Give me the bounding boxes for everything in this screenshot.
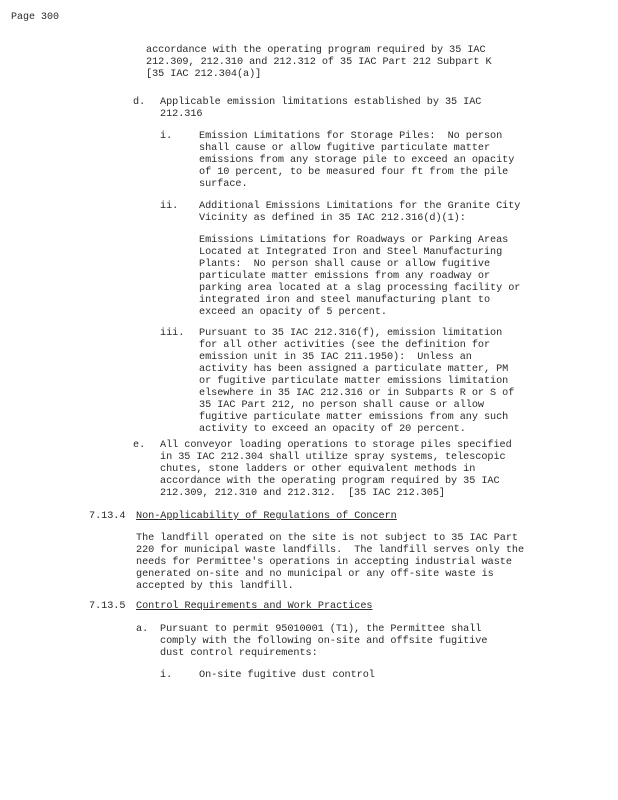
item-d-i-line: shall cause or allow fugitive particulate matter	[199, 143, 491, 154]
item-e-line: chutes, stone ladders or other equivalent methods in	[160, 464, 476, 475]
item-d-line: 212.316	[160, 109, 203, 120]
item-d-iii-line: for all other activities (see the definition for	[199, 340, 491, 351]
item-d-i-line: emissions from any storage pile to exceed an opacity	[199, 155, 515, 166]
item-d-iii-line: emission unit in 35 IAC 211.1950): Unless an	[199, 352, 472, 363]
item-e-line: accordance with the operating program required by 35 IAC	[160, 476, 500, 487]
item-d-iii-line: or fugitive particulate matter emissions limitation	[199, 376, 509, 387]
item-d-i-line: Emission Limitations for Storage Piles: No person	[199, 131, 503, 142]
section-number: 7.13.5	[89, 601, 126, 612]
item-d-ii-para-line: Emissions Limitations for Roadways or Parking Areas	[199, 235, 509, 246]
item-a-line: comply with the following on-site and offsite fugitive	[160, 636, 488, 647]
list-marker-d: d.	[133, 97, 146, 108]
item-d-line: Applicable emission limitations established by 35 IAC	[160, 97, 482, 108]
item-d-iii-line: activity to exceed an opacity of 20 percent.	[199, 424, 466, 435]
item-e-line: 212.309, 212.310 and 212.312. [35 IAC 212.305]	[160, 488, 445, 499]
item-d-iii-line: fugitive particulate matter emissions from any such	[199, 412, 509, 423]
item-d-iii-line: elsewhere in 35 IAC 212.316 or in Subparts R or S of	[199, 388, 515, 399]
item-d-ii-para-line: integrated iron and steel manufacturing plant to	[199, 295, 491, 306]
item-d-ii-para-line: parking area located at a slag processing facility or	[199, 283, 521, 294]
item-d-i-line: surface.	[199, 179, 248, 190]
item-e-line: All conveyor loading operations to storage piles specified	[160, 440, 512, 451]
list-marker-a: a.	[136, 624, 149, 635]
list-marker-d-i: i.	[160, 131, 173, 142]
item-a-line: Pursuant to permit 95010001 (T1), the Permittee shall	[160, 624, 482, 635]
item-d-iii-line: Pursuant to 35 IAC 212.316(f), emission limitation	[199, 328, 503, 339]
item-d-ii-para-line: Plants: No person shall cause or allow fugitive	[199, 259, 491, 270]
item-a-line: dust control requirements:	[160, 648, 318, 659]
item-e-line: in 35 IAC 212.304 shall utilize spray systems, telescopic	[160, 452, 506, 463]
section-body-line: generated on-site and no municipal or any off-site waste is	[136, 569, 494, 580]
section-body-line: 220 for municipal waste landfills. The landfill serves only the	[136, 545, 525, 556]
section-body-line: accepted by this landfill.	[136, 581, 294, 592]
section-heading: Non-Applicability of Regulations of Concern	[136, 511, 397, 522]
item-d-ii-para-line: exceed an opacity of 5 percent.	[199, 307, 387, 318]
item-d-ii-para-line: particulate matter emissions from any roadway or	[199, 271, 491, 282]
list-marker-a-i: i.	[160, 670, 173, 681]
section-body-line: The landfill operated on the site is not subject to 35 IAC Part	[136, 533, 519, 544]
continuation-line: 212.309, 212.310 and 212.312 of 35 IAC Part 212 Subpart K	[146, 57, 492, 68]
item-d-ii-line: Additional Emissions Limitations for the Granite City	[199, 201, 521, 212]
item-d-iii-line: 35 IAC Part 212, no person shall cause or allow	[199, 400, 484, 411]
section-heading: Control Requirements and Work Practices	[136, 601, 373, 612]
continuation-line: accordance with the operating program required by 35 IAC	[146, 45, 486, 56]
item-d-ii-line: Vicinity as defined in 35 IAC 212.316(d)(1):	[199, 213, 466, 224]
item-d-ii-para-line: Located at Integrated Iron and Steel Manufacturing	[199, 247, 503, 258]
item-d-i-line: of 10 percent, to be measured four ft from the pile	[199, 167, 509, 178]
list-marker-e: e.	[133, 440, 146, 451]
list-marker-d-ii: ii.	[160, 201, 179, 212]
continuation-line: [35 IAC 212.304(a)]	[146, 69, 262, 80]
section-number: 7.13.4	[89, 511, 126, 522]
section-body-line: needs for Permittee's operations in accepting industrial waste	[136, 557, 512, 568]
list-marker-d-iii: iii.	[160, 328, 185, 339]
page-number: Page 300	[11, 12, 60, 23]
item-d-iii-line: activity has been assigned a particulate matter, PM	[199, 364, 509, 375]
item-a-i-line: On-site fugitive dust control	[199, 670, 375, 681]
